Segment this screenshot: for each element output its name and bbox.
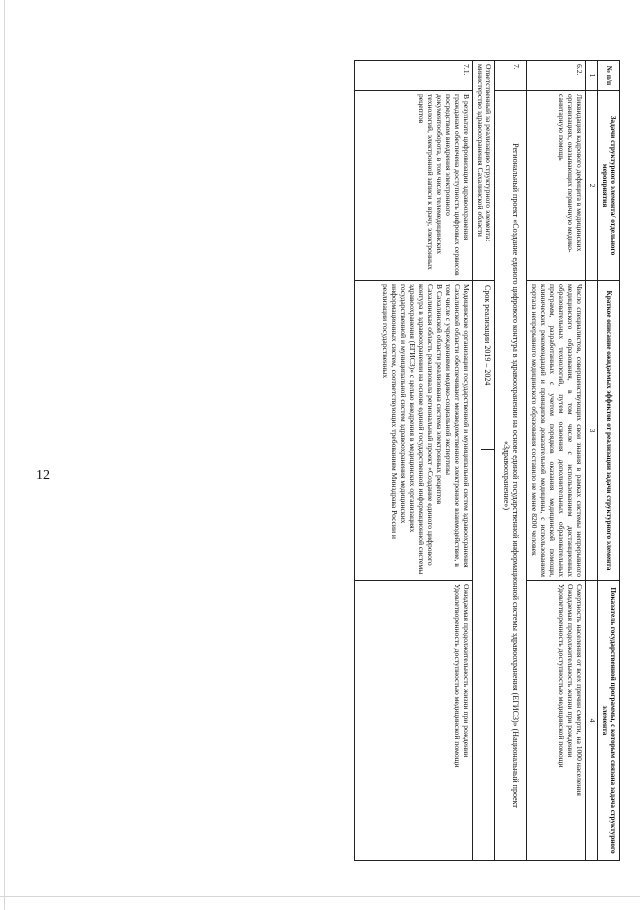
term-cell xyxy=(472,281,495,861)
task-cell: В результате цифровизации здравоохранения гражданам обеспечена доступность цифровых сервисов посредством внедрения электронного документооборота, в том числе телемедицинских технологий, электронной записи к врачу, электронных рецептов xyxy=(354,91,472,281)
indicator-cell xyxy=(354,581,472,861)
col-number-2: 2 xyxy=(586,91,598,281)
header-effect: Краткое описание ожидаемых эффектов от реализации задачи структурного элемента xyxy=(598,281,620,581)
col-number-3: 3 xyxy=(586,281,598,581)
row-number: 6.2. xyxy=(527,61,586,91)
table-row xyxy=(354,61,472,861)
effect-cell: Число специалистов, совершенствующих свои знания в рамках системы непрерывного медицинского образования, в том числе с использованием дистанционных образовательных технологий, путем освоения дополнительных образовательных программ, разработанных с учетом порядков оказания медицинской помощи, клинических рекомендаций и принципов доказательной медицины, с использованием портала непрерывного медицинского образования составило не менее 8200 человек xyxy=(527,281,586,581)
rotated-table-wrapper xyxy=(120,60,620,860)
term-label: Срок реализации 2019 – 2024 xyxy=(481,281,494,450)
indicator-cell xyxy=(527,581,586,861)
indicator-line: Ожидаемая продолжительность жизни при рождении xyxy=(461,584,471,758)
task-cell: Ликвидация кадрового дефицита в медицинских организациях, оказывающих первичную медико-санитарную помощь xyxy=(527,91,586,281)
effect-line: В Сахалинской области реализована система электронных рецептов xyxy=(434,284,444,505)
table-row xyxy=(527,61,586,861)
effect-line: Медицинские организации государственной и муниципальной систем здравоохранения Сахалинской области обеспечивают межведомственное электронное взаимодействие, в том числе с учреждениями медико-социальной экспертизы xyxy=(443,284,471,568)
section-row xyxy=(495,61,527,861)
indicator-line: Смертность населения от всех причин смерти, на 1000 населения xyxy=(575,584,585,796)
responsible-cell: Ответственный за реализацию структурного элемента: министерство здравоохранения Сахалинской области xyxy=(472,61,495,281)
effect-line: Сахалинская область реализовала региональный проект «Создание единого цифрового контура в здравоохранении на основе единой государственной информационной системы здравоохранения (ЕГИСЗ)» с целью внедрения в медицинских организациях государственной и муниципальной систем здравоохранения медицинских информационных систем, соответствующих требованиям Минздрава России и реализации государственных xyxy=(381,284,435,575)
row-number: 7.1. xyxy=(354,61,472,91)
header-indicator: Показатель государственной программы, с которым связана задача структурного элемента xyxy=(598,581,620,861)
col-number-4: 4 xyxy=(586,581,598,861)
row-number: 7. xyxy=(495,61,527,91)
header-number: № п/п xyxy=(598,61,620,91)
table-header-row xyxy=(598,61,620,861)
effect-cell xyxy=(354,281,472,581)
column-number-row xyxy=(586,61,598,861)
program-table xyxy=(354,60,620,861)
scan-edge-line xyxy=(0,896,640,897)
section-title: Региональный проект «Создание единого цифрового контура в здравоохранении на основе единой государственной информационной системы здравоохранения (ЕГИСЗ)» (Национальный проект «Здравоохранение») xyxy=(495,91,527,861)
indicator-line: Удовлетворенность доступностью медицинской помощи xyxy=(452,584,462,768)
scan-edge-line xyxy=(4,0,5,910)
indicator-line: Ожидаемая продолжительность жизни при рождении xyxy=(566,584,576,758)
col-number-1: 1 xyxy=(586,61,598,91)
header-task: Задачи структурного элемента/ отдельного мероприятия xyxy=(598,91,620,281)
page-number: 12 xyxy=(36,468,50,483)
responsible-row xyxy=(472,61,495,861)
indicator-line: Удовлетворенность доступностью медицинской помощи xyxy=(557,584,567,768)
